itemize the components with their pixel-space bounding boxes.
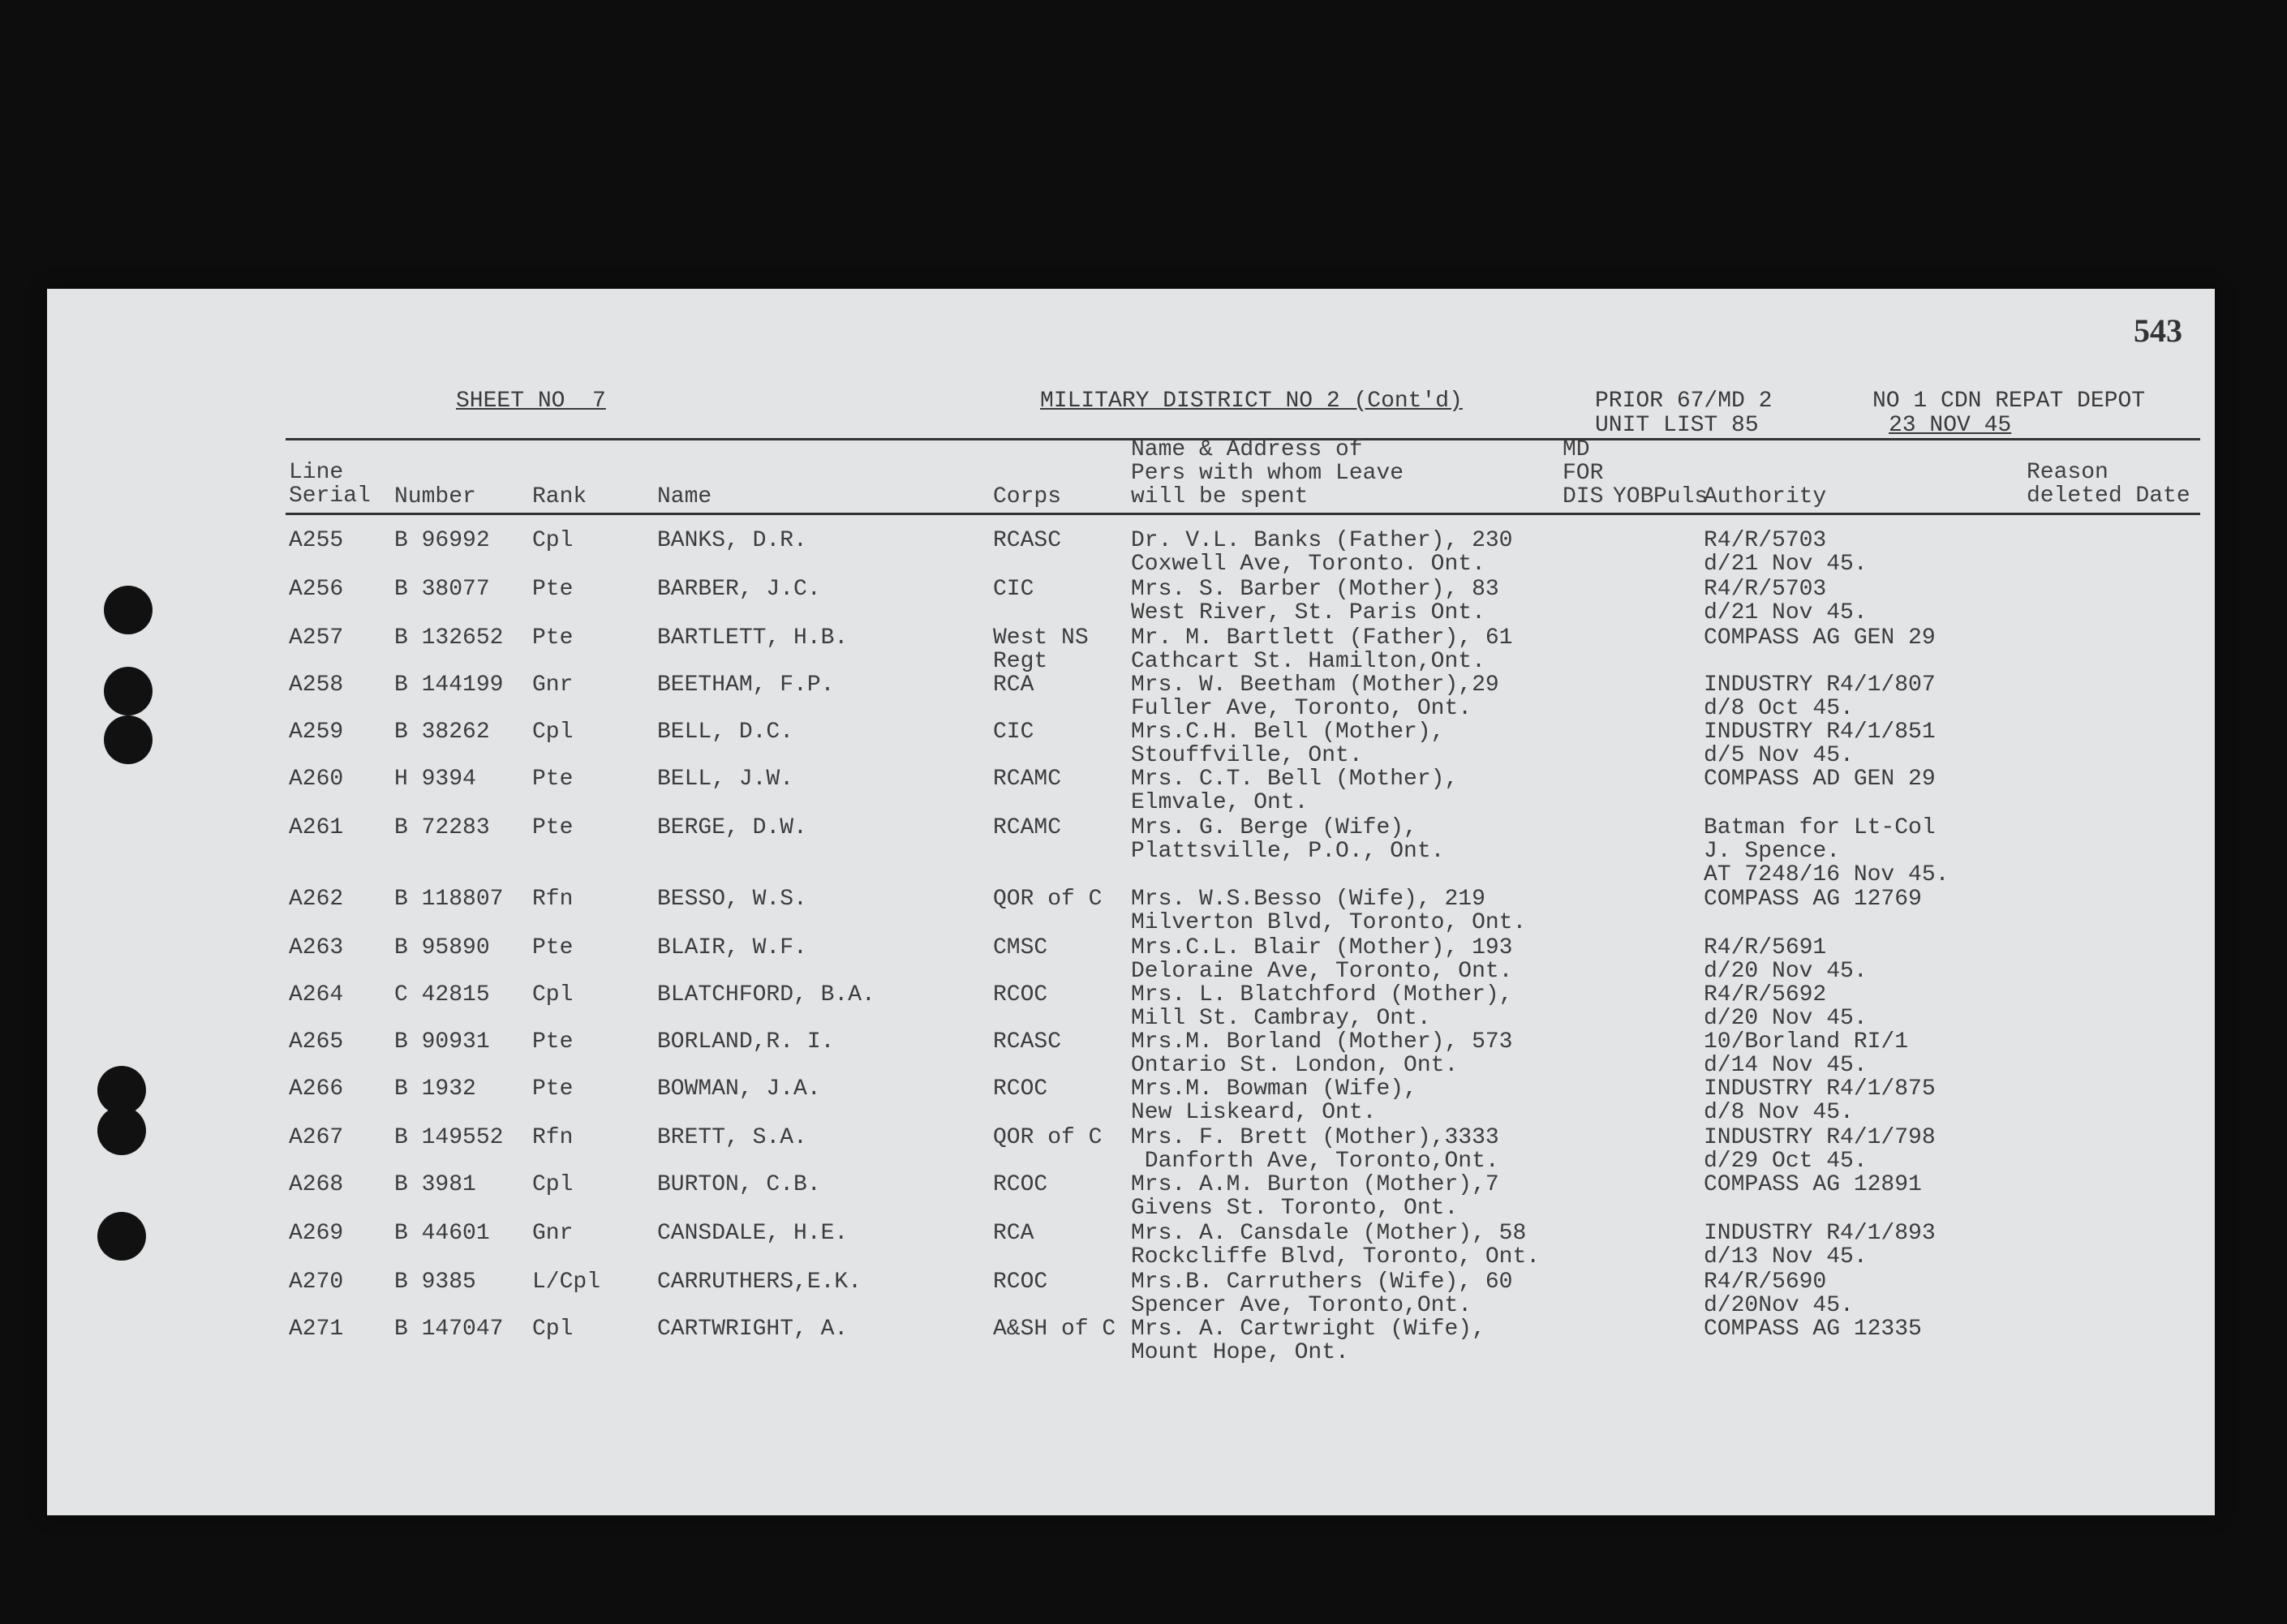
cell-serial: A262	[289, 887, 344, 912]
table-row	[47, 1126, 2215, 1173]
cell-corps: RCASC	[993, 528, 1062, 553]
cell-serial: A263	[289, 935, 344, 960]
cell-serial: A268	[289, 1172, 344, 1197]
cell-address: Mrs. A. Cartwright (Wife), Mount Hope, Ont.	[1131, 1317, 1485, 1365]
col-authority: Authority	[1704, 484, 1827, 509]
col-name: Name	[657, 484, 712, 509]
cell-serial: A265	[289, 1029, 344, 1055]
cell-authority: R4/R/5692 d/20 Nov 45.	[1704, 982, 1868, 1031]
cell-corps: RCA	[993, 1221, 1034, 1246]
col-puls: Puls	[1653, 484, 1709, 509]
col-rank: Rank	[532, 484, 587, 509]
cell-rank: Pte	[532, 935, 574, 960]
table-row	[47, 626, 2215, 673]
table-row	[47, 1222, 2215, 1269]
cell-name: BOWMAN, J.A.	[657, 1076, 821, 1102]
cell-authority: 10/Borland RI/1 d/14 Nov 45.	[1704, 1029, 1909, 1078]
cell-authority: INDUSTRY R4/1/798 d/29 Oct 45.	[1704, 1125, 1936, 1174]
cell-address: Mrs. C.T. Bell (Mother), Elmvale, Ont.	[1131, 767, 1459, 815]
cell-name: BLATCHFORD, B.A.	[657, 982, 875, 1007]
cell-corps: QOR of C	[993, 1125, 1103, 1150]
table-row	[47, 673, 2215, 720]
cell-address: Dr. V.L. Banks (Father), 230 Coxwell Ave, Toronto. Ont.	[1131, 528, 1513, 577]
cell-authority: COMPASS AG 12335	[1704, 1317, 1922, 1342]
cell-name: BURTON, C.B.	[657, 1172, 821, 1197]
cell-rank: Gnr	[532, 672, 574, 698]
table-row	[47, 529, 2215, 576]
col-reason: Reason deleted Date	[2027, 460, 2190, 509]
cell-address: Mrs. A.M. Burton (Mother),7 Givens St. Toronto, Ont.	[1131, 1172, 1499, 1221]
page-number: 543	[2134, 312, 2182, 349]
cell-address: Mrs. A. Cansdale (Mother), 58 Rockcliffe Blvd, Toronto, Ont.	[1131, 1221, 1541, 1270]
cell-corps: RCAMC	[993, 815, 1062, 840]
cell-name: BANKS, D.R.	[657, 528, 807, 553]
cell-address: Mrs.M. Bowman (Wife), New Liskeard, Ont.	[1131, 1076, 1417, 1125]
cell-authority: R4/R/5703 d/21 Nov 45.	[1704, 577, 1868, 625]
cell-authority: Batman for Lt-Col J. Spence. AT 7248/16 Nov 45.	[1704, 815, 1950, 887]
cell-rank: Rfn	[532, 1125, 574, 1150]
table-row	[47, 1317, 2215, 1364]
table-row	[47, 578, 2215, 625]
table-row	[47, 815, 2215, 887]
cell-address: Mrs. F. Brett (Mother),3333 Danforth Ave, Toronto,Ont.	[1131, 1125, 1499, 1174]
col-yob: YOB	[1613, 484, 1654, 509]
cell-name: BESSO, W.S.	[657, 887, 807, 912]
cell-number: B 9385	[394, 1270, 476, 1295]
cell-serial: A255	[289, 528, 344, 553]
cell-corps: RCOC	[993, 982, 1048, 1007]
punch-hole	[104, 715, 153, 764]
cell-authority: INDUSTRY R4/1/851 d/5 Nov 45.	[1704, 720, 1936, 768]
table-row	[47, 936, 2215, 983]
cell-serial: A260	[289, 767, 344, 792]
cell-address: Mrs.C.H. Bell (Mother), Stouffville, Ont.	[1131, 720, 1445, 768]
cell-corps: RCA	[993, 672, 1034, 698]
cell-address: Mrs. W. Beetham (Mother),29 Fuller Ave, Toronto, Ont.	[1131, 672, 1499, 721]
cell-number: B 90931	[394, 1029, 490, 1055]
cell-address: Mr. M. Bartlett (Father), 61 Cathcart St. Hamilton,Ont.	[1131, 625, 1513, 674]
cell-rank: Pte	[532, 767, 574, 792]
cell-name: CARTWRIGHT, A.	[657, 1317, 849, 1342]
cell-number: B 132652	[394, 625, 504, 651]
cell-authority: R4/R/5691 d/20 Nov 45.	[1704, 935, 1868, 984]
cell-corps: CIC	[993, 720, 1034, 745]
cell-number: B 149552	[394, 1125, 504, 1150]
cell-number: B 118807	[394, 887, 504, 912]
col-address: Name & Address of Pers with whom Leave will be spent	[1131, 437, 1404, 509]
sheet-number: SHEET NO 7	[456, 389, 606, 414]
cell-corps: CIC	[993, 577, 1034, 602]
cell-corps: West NS Regt	[993, 625, 1089, 674]
punch-hole	[97, 1106, 146, 1155]
punch-hole	[97, 1212, 146, 1261]
col-md-dis: MD FOR DIS	[1563, 437, 1604, 509]
cell-corps: QOR of C	[993, 887, 1103, 912]
cell-corps: A&SH of C	[993, 1317, 1116, 1342]
cell-authority: COMPASS AG 12891	[1704, 1172, 1922, 1197]
table-row	[47, 1077, 2215, 1124]
cell-number: B 95890	[394, 935, 490, 960]
document-sheet	[47, 289, 2215, 1515]
table-row	[47, 767, 2215, 814]
cell-rank: Gnr	[532, 1221, 574, 1246]
table-row	[47, 720, 2215, 767]
cell-rank: Cpl	[532, 528, 574, 553]
cell-authority: INDUSTRY R4/1/893 d/13 Nov 45.	[1704, 1221, 1936, 1270]
cell-corps: RCOC	[993, 1172, 1048, 1197]
cell-number: B 1932	[394, 1076, 476, 1102]
cell-authority: COMPASS AD GEN 29	[1704, 767, 1936, 792]
cell-serial: A256	[289, 577, 344, 602]
unit-list: UNIT LIST 85	[1595, 413, 1759, 438]
cell-name: BLAIR, W.F.	[657, 935, 807, 960]
table-row	[47, 1173, 2215, 1220]
cell-corps: RCOC	[993, 1076, 1048, 1102]
prior-ref: PRIOR 67/MD 2	[1595, 389, 1773, 414]
cell-corps: RCOC	[993, 1270, 1048, 1295]
cell-number: B 38262	[394, 720, 490, 745]
col-line-serial: Line Serial	[289, 460, 371, 509]
cell-name: BEETHAM, F.P.	[657, 672, 835, 698]
cell-number: B 144199	[394, 672, 504, 698]
cell-number: B 96992	[394, 528, 490, 553]
cell-authority: INDUSTRY R4/1/875 d/8 Nov 45.	[1704, 1076, 1936, 1125]
table-row	[47, 983, 2215, 1030]
cell-number: B 38077	[394, 577, 490, 602]
cell-rank: Pte	[532, 1029, 574, 1055]
cell-authority: COMPASS AG GEN 29	[1704, 625, 1936, 651]
cell-serial: A269	[289, 1221, 344, 1246]
depot-name: NO 1 CDN REPAT DEPOT	[1872, 389, 2146, 414]
cell-rank: Pte	[532, 577, 574, 602]
cell-number: B 147047	[394, 1317, 504, 1342]
depot-date: 23 NOV 45	[1889, 413, 2012, 438]
cell-authority: R4/R/5690 d/20Nov 45.	[1704, 1270, 1854, 1318]
cell-serial: A271	[289, 1317, 344, 1342]
cell-number: B 44601	[394, 1221, 490, 1246]
col-number: Number	[394, 484, 476, 509]
cell-address: Mrs.C.L. Blair (Mother), 193 Deloraine Ave, Toronto, Ont.	[1131, 935, 1513, 984]
table-row	[47, 887, 2215, 934]
cell-serial: A264	[289, 982, 344, 1007]
cell-address: Mrs.B. Carruthers (Wife), 60 Spencer Ave, Toronto,Ont.	[1131, 1270, 1513, 1318]
cell-name: BORLAND,R. I.	[657, 1029, 835, 1055]
cell-serial: A259	[289, 720, 344, 745]
cell-rank: Rfn	[532, 887, 574, 912]
cell-address: Mrs.M. Borland (Mother), 573 Ontario St. London, Ont.	[1131, 1029, 1513, 1078]
punch-hole	[104, 667, 153, 715]
cell-name: BELL, J.W.	[657, 767, 794, 792]
cell-address: Mrs. S. Barber (Mother), 83 West River, St. Paris Ont.	[1131, 577, 1499, 625]
cell-rank: Pte	[532, 815, 574, 840]
cell-authority: COMPASS AG 12769	[1704, 887, 1922, 912]
cell-authority: INDUSTRY R4/1/807 d/8 Oct 45.	[1704, 672, 1936, 721]
cell-serial: A257	[289, 625, 344, 651]
table-row	[47, 1270, 2215, 1317]
cell-rank: L/Cpl	[532, 1270, 601, 1295]
cell-name: BERGE, D.W.	[657, 815, 807, 840]
cell-rank: Cpl	[532, 982, 574, 1007]
cell-corps: RCAMC	[993, 767, 1062, 792]
cell-number: H 9394	[394, 767, 476, 792]
cell-rank: Cpl	[532, 1317, 574, 1342]
cell-serial: A270	[289, 1270, 344, 1295]
cell-corps: RCASC	[993, 1029, 1062, 1055]
cell-name: BRETT, S.A.	[657, 1125, 807, 1150]
cell-serial: A267	[289, 1125, 344, 1150]
cell-name: CARRUTHERS,E.K.	[657, 1270, 862, 1295]
cell-address: Mrs. W.S.Besso (Wife), 219 Milverton Blvd, Toronto, Ont.	[1131, 887, 1527, 935]
header-rule-bottom	[286, 513, 2200, 515]
cell-address: Mrs. G. Berge (Wife), Plattsville, P.O., Ont.	[1131, 815, 1445, 864]
cell-address: Mrs. L. Blatchford (Mother), Mill St. Cambray, Ont.	[1131, 982, 1513, 1031]
cell-number: C 42815	[394, 982, 490, 1007]
district-title: MILITARY DISTRICT NO 2 (Cont'd)	[1040, 389, 1463, 414]
cell-rank: Cpl	[532, 720, 574, 745]
cell-name: BARBER, J.C.	[657, 577, 821, 602]
cell-authority: R4/R/5703 d/21 Nov 45.	[1704, 528, 1868, 577]
cell-rank: Pte	[532, 625, 574, 651]
col-corps: Corps	[993, 484, 1062, 509]
cell-name: BARTLETT, H.B.	[657, 625, 849, 651]
cell-name: BELL, D.C.	[657, 720, 794, 745]
cell-rank: Pte	[532, 1076, 574, 1102]
cell-serial: A261	[289, 815, 344, 840]
cell-corps: CMSC	[993, 935, 1048, 960]
table-row	[47, 1030, 2215, 1077]
cell-rank: Cpl	[532, 1172, 574, 1197]
punch-hole	[104, 586, 153, 634]
cell-number: B 3981	[394, 1172, 476, 1197]
cell-serial: A258	[289, 672, 344, 698]
cell-serial: A266	[289, 1076, 344, 1102]
cell-number: B 72283	[394, 815, 490, 840]
cell-name: CANSDALE, H.E.	[657, 1221, 849, 1246]
